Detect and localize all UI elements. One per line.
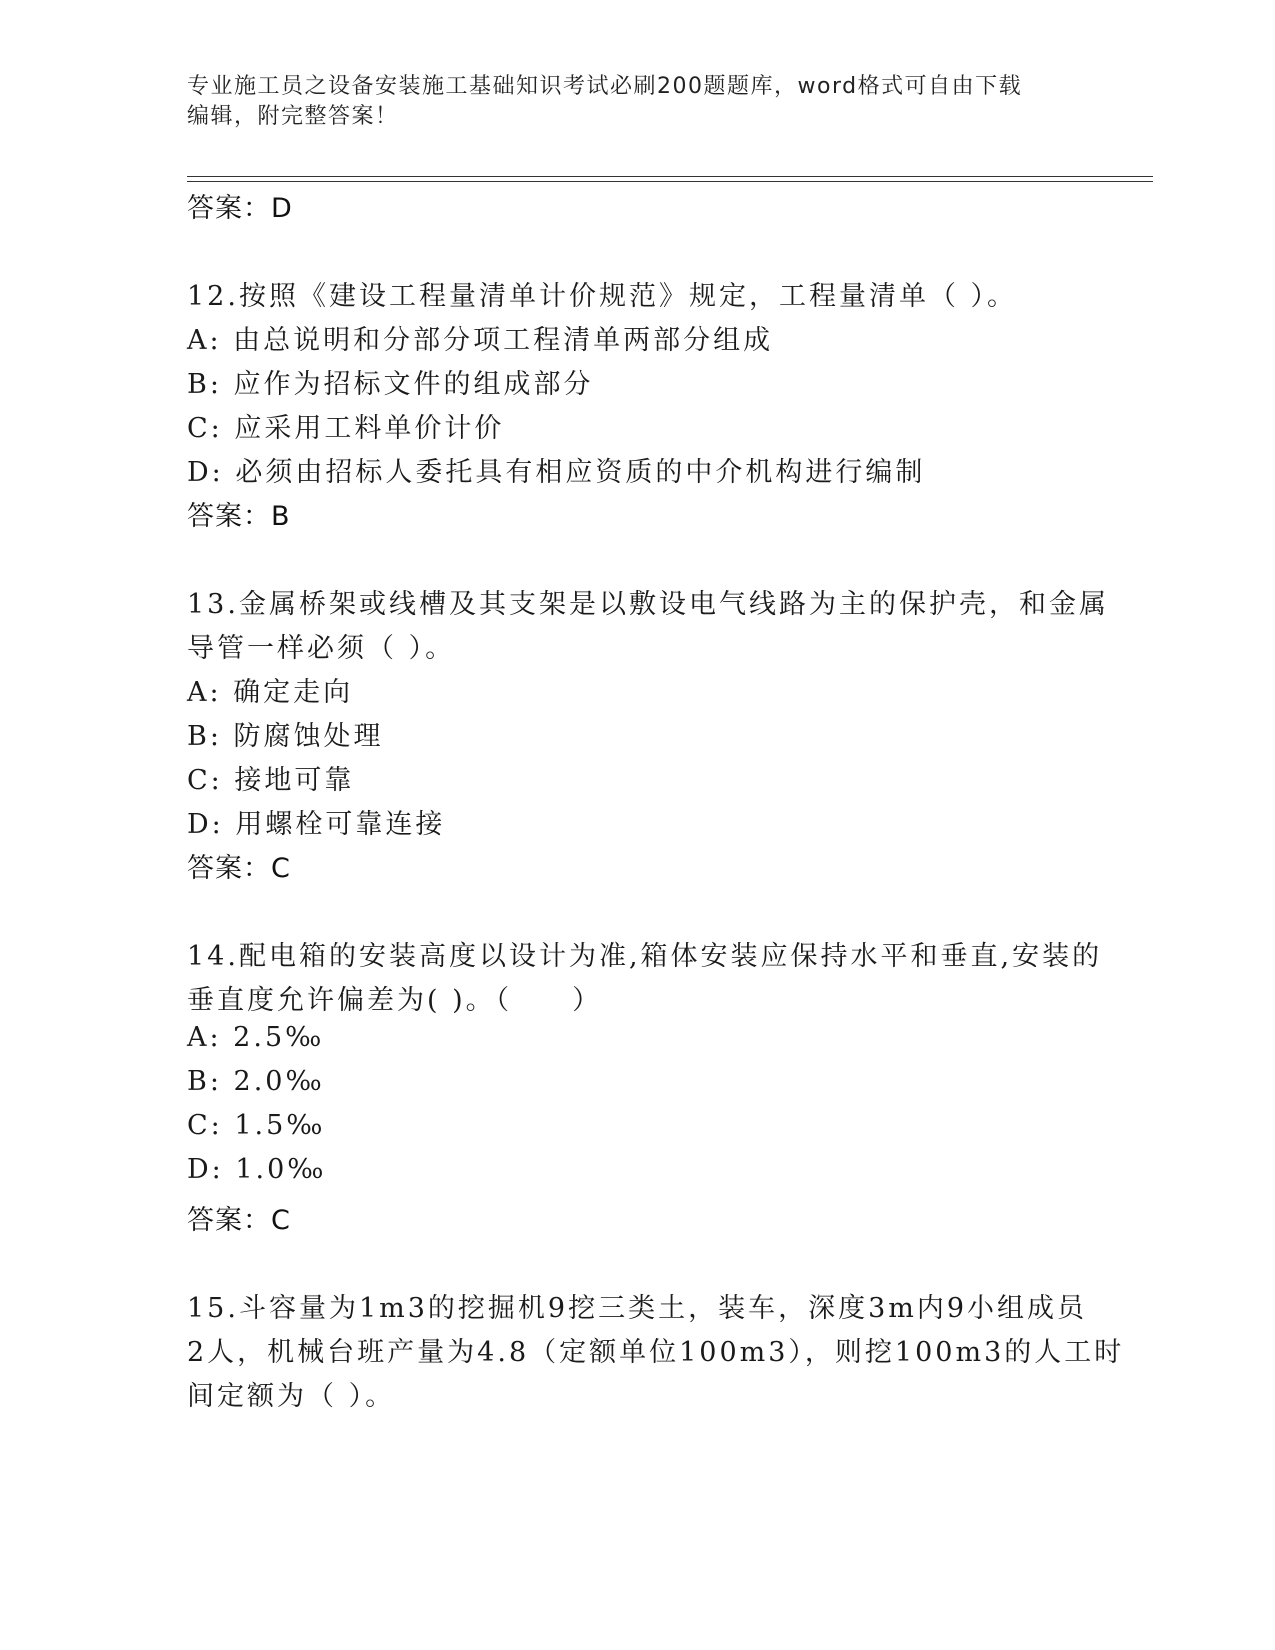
question-13-stem-line-1: 13.金属桥架或线槽及其支架是以敷设电气线路为主的保护壳，和金属 xyxy=(187,589,1109,620)
question-13-option-c: C: 接地可靠 xyxy=(187,765,355,796)
question-13-answer: 答案：C xyxy=(187,853,291,884)
question-15-stem-line-3: 间定额为（ ）。 xyxy=(187,1381,396,1412)
previous-answer: 答案：D xyxy=(187,193,293,224)
question-14-stem-line-1: 14.配电箱的安装高度以设计为准,箱体安装应保持水平和垂直,安装的 xyxy=(187,941,1103,972)
question-13-stem-line-2: 导管一样必须（ ）。 xyxy=(187,633,456,664)
question-14-answer: 答案：C xyxy=(187,1205,291,1236)
question-13-option-d: D: 用螺栓可靠连接 xyxy=(187,809,446,840)
question-12-option-d: D: 必须由招标人委托具有相应资质的中介机构进行编制 xyxy=(187,457,926,488)
question-13-option-b: B: 防腐蚀处理 xyxy=(187,721,384,752)
question-14-option-c: C: 1.5‰ xyxy=(187,1110,326,1141)
question-14-option-b: B: 2.0‰ xyxy=(187,1066,325,1097)
question-12-option-b: B: 应作为招标文件的组成部分 xyxy=(187,369,594,400)
question-15-stem-line-2: 2人，机械台班产量为4.8（定额单位100m3），则挖100m3的人工时 xyxy=(187,1337,1125,1368)
question-13-option-a: A: 确定走向 xyxy=(187,677,354,708)
header-line-1: 专业施工员之设备安装施工基础知识考试必刷200题题库，word格式可自由下载 xyxy=(187,74,1023,99)
question-12-option-a: A: 由总说明和分部分项工程清单两部分组成 xyxy=(187,325,774,356)
header-line-2: 编辑，附完整答案！ xyxy=(187,104,399,129)
question-14-option-a: A: 2.5‰ xyxy=(187,1022,325,1053)
question-14-stem-line-2: 垂直度允许偏差为( )。（ ） xyxy=(187,985,603,1016)
question-12-answer: 答案：B xyxy=(187,501,291,532)
question-12-stem: 12.按照《建设工程量清单计价规范》规定，工程量清单（ ）。 xyxy=(187,281,1018,312)
question-15-stem-line-1: 15.斗容量为1m3的挖掘机9挖三类土，装车，深度3m内9小组成员 xyxy=(187,1293,1088,1324)
question-14-option-d: D: 1.0‰ xyxy=(187,1154,327,1185)
document-header xyxy=(187,72,1087,132)
question-12-option-c: C: 应采用工料单价计价 xyxy=(187,413,505,444)
header-divider-bottom xyxy=(187,181,1153,182)
header-divider-top xyxy=(187,176,1153,177)
